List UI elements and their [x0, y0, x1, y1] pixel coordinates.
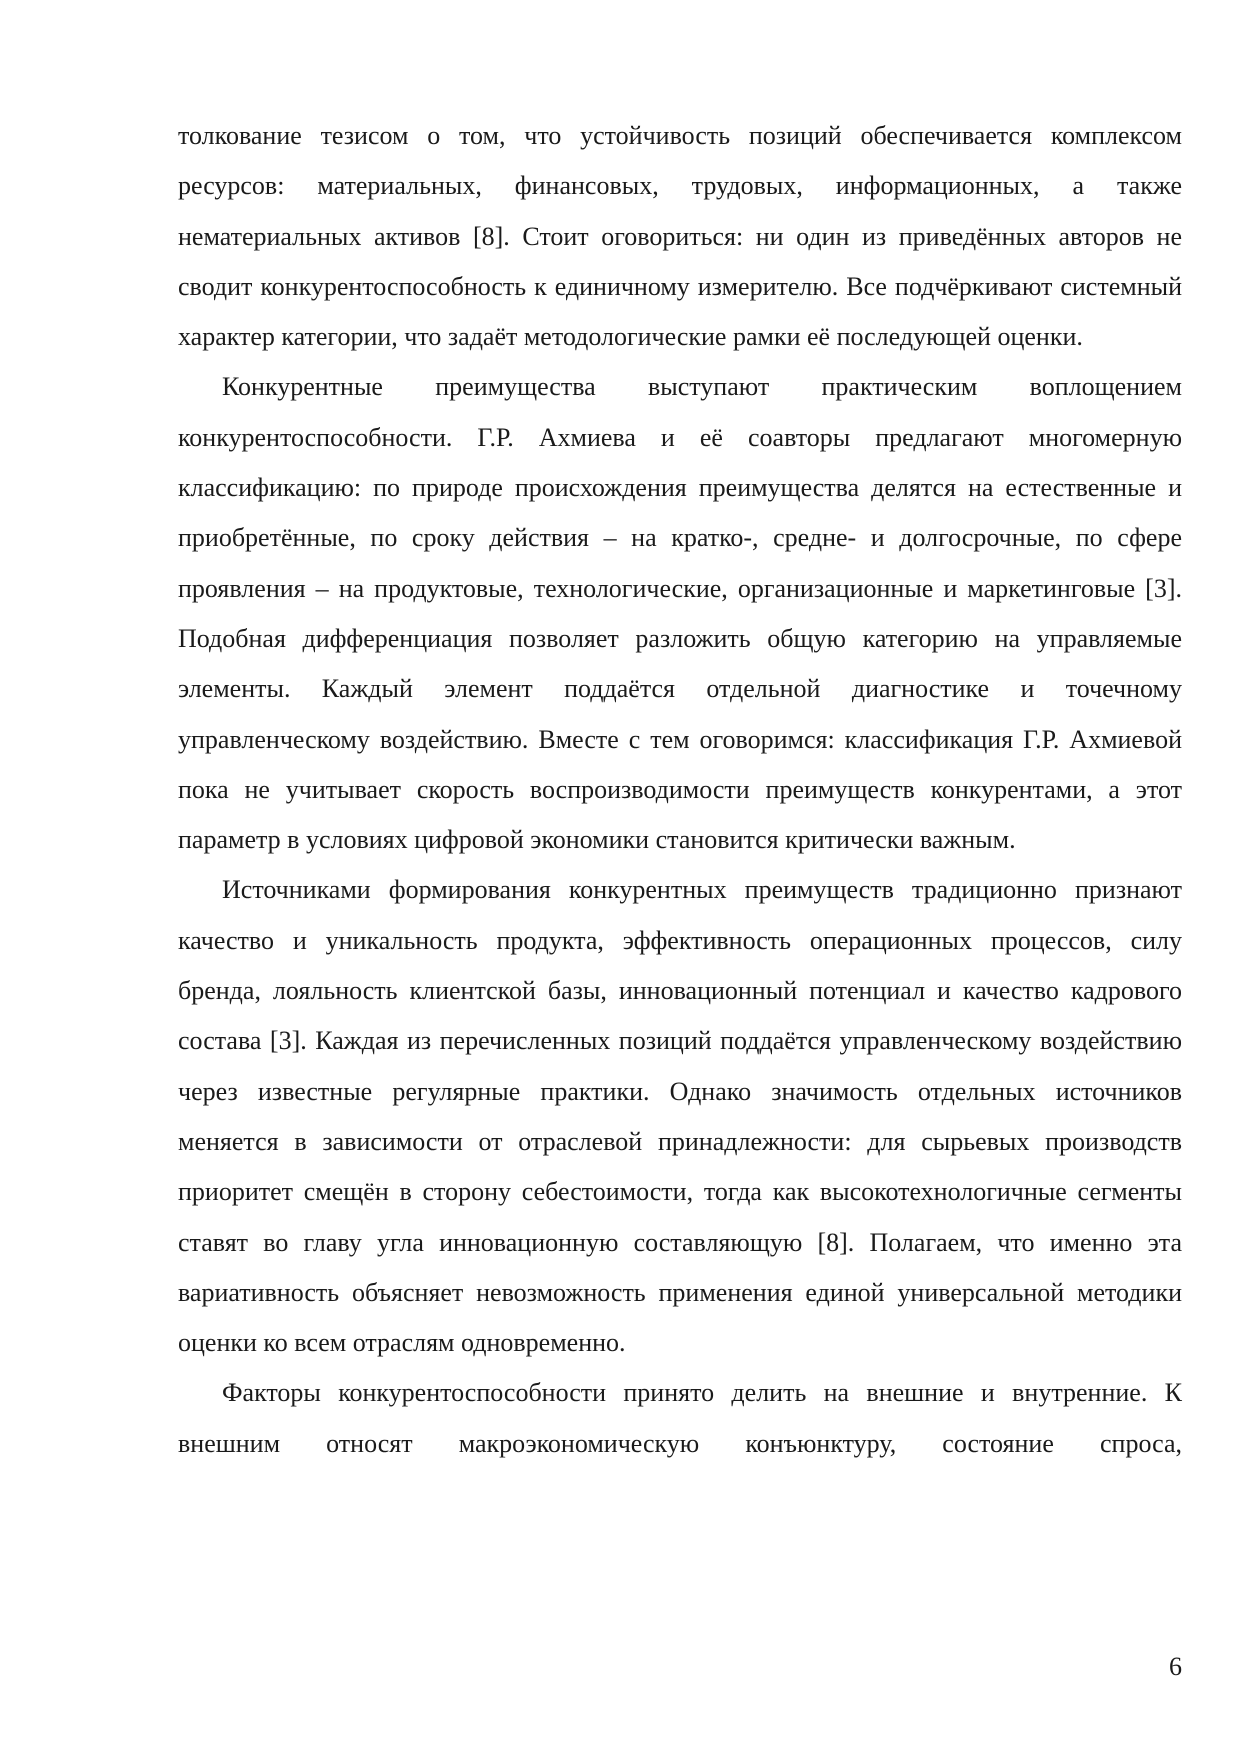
- paragraph-4: Факторы конкурентоспособности принято делить на внешние и внутренние. К внешним относят макроэкономическую конъюнктуру, состояние спроса,: [178, 1378, 1182, 1458]
- body-text: [178, 111, 1182, 1469]
- page-number: 6: [1169, 1652, 1182, 1681]
- paragraph-3: Источниками формирования конкурентных преимуществ традиционно признают качество и уникальность продукта, эффективность операционных процессов, силу бренда, лояльность клиентской базы, инновационный потенциал и качество кадрового состава [3]. Каждая из перечисленных позиций поддаётся управленческому воздействию через известные регулярные практики. Однако значимость отдельных источников меняется в зависимости от отраслевой принадлежности: для сырьевых производств приоритет смещён в сторону себестоимости, тогда как высокотехнологичные сегменты ставят во главу угла инновационную составляющую [8]. Полагаем, что именно эта вариативность объясняет невозможность применения единой универсальной методики оценки ко всем отраслям одновременно.: [178, 875, 1182, 1358]
- paragraph-1: толкование тезисом о том, что устойчивость позиций обеспечивается комплексом ресурсов: материальных, финансовых, трудовых, информационных, а также нематериальных активов [8]. Стоит оговориться: ни один из приведённых авторов не сводит конкурентоспособность к единичному измерителю. Все подчёркивают системный характер категории, что задаёт методологические рамки её последующей оценки.: [178, 121, 1182, 352]
- paragraph-2: Конкурентные преимущества выступают практическим воплощением конкурентоспособности. Г.Р. Ахмиева и её соавторы предлагают многомерную классификацию: по природе происхождения преимущества делятся на естественные и приобретённые, по сроку действия – на кратко-, средне- и долгосрочные, по сфере проявления – на продуктовые, технологические, организационные и маркетинговые [3]. Подобная дифференциация позволяет разложить общую категорию на управляемые элементы. Каждый элемент поддаётся отдельной диагностике и точечному управленческому воздействию. Вместе с тем оговоримся: классификация Г.Р. Ахмиевой пока не учитывает скорость воспроизводимости преимуществ конкурентами, а этот параметр в условиях цифровой экономики становится критически важным.: [178, 372, 1182, 855]
